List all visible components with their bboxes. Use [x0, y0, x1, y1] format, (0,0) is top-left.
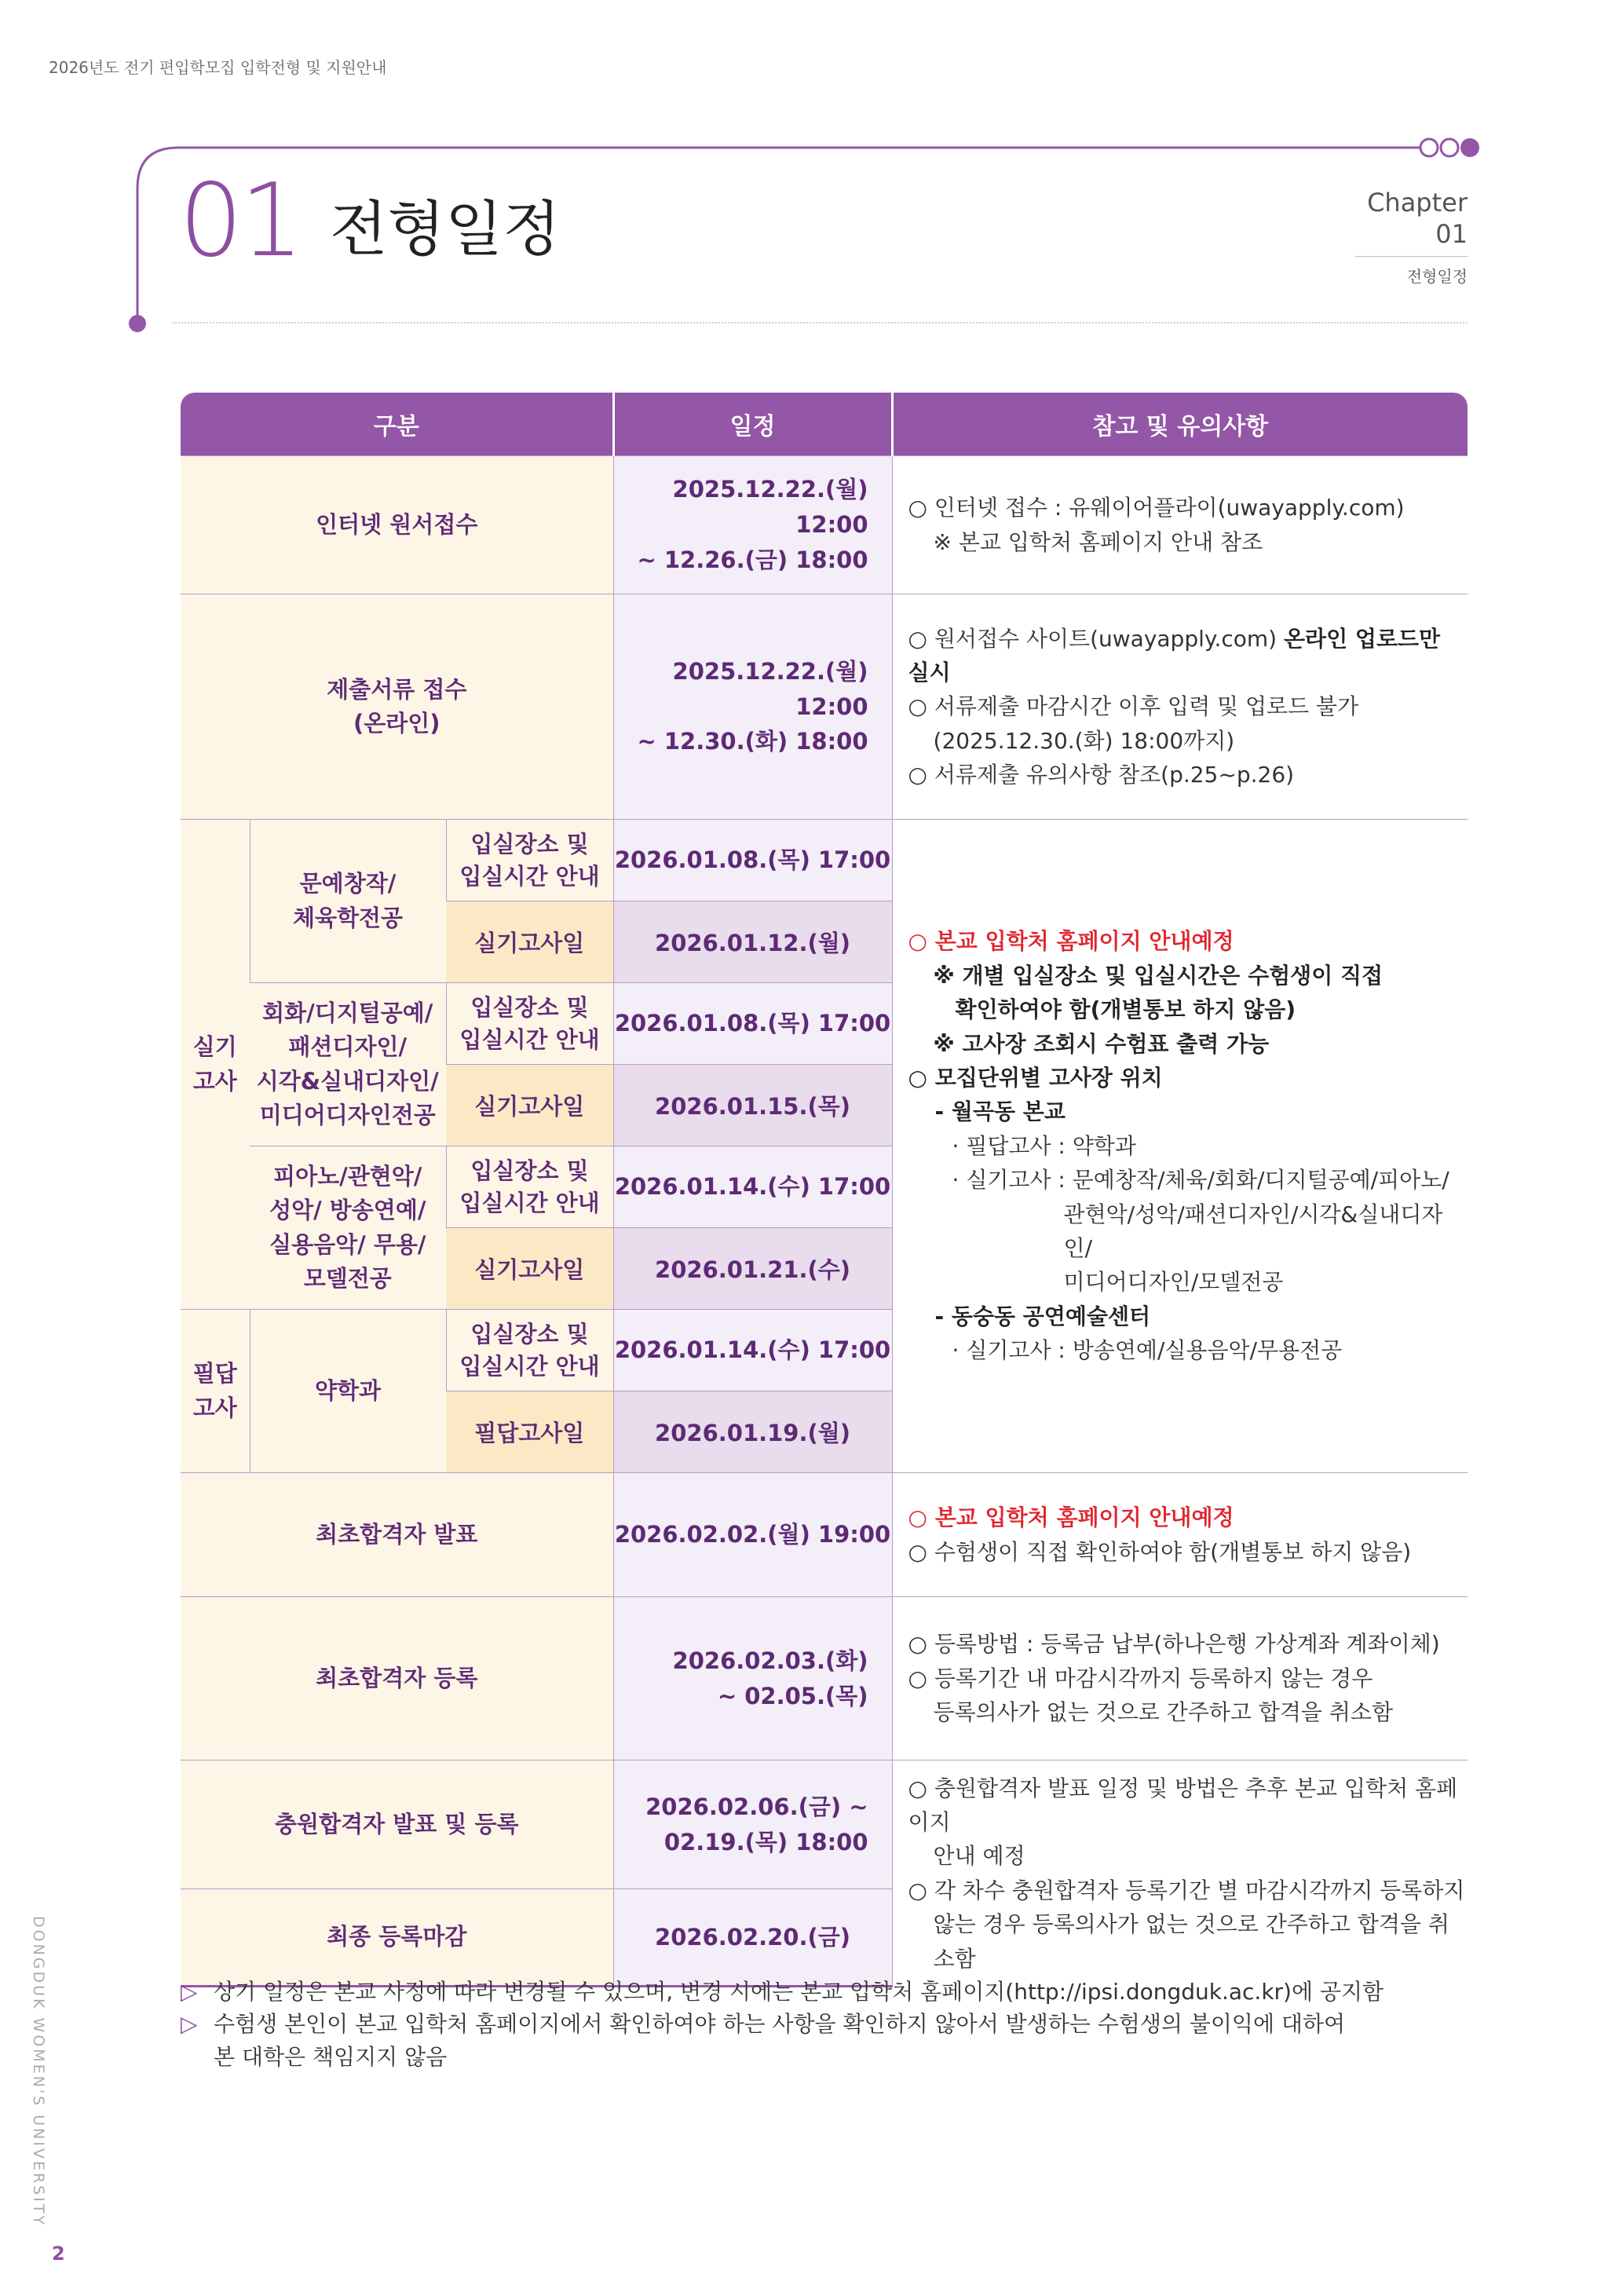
row-label-deadline: 최종 등록마감: [181, 1889, 613, 1987]
table-row-internet: [181, 456, 1468, 594]
date-final-announce: 2026.02.02.(월) 19:00: [613, 1473, 892, 1597]
row-label-final-announce: 최초합격자 발표: [181, 1473, 613, 1597]
date-additional: 2026.02.06.(금) ~ 02.19.(목) 18:00: [613, 1760, 892, 1889]
group-name-pharmacy: 약학과: [250, 1310, 446, 1473]
chapter-sub-label: 전형일정: [1406, 267, 1468, 286]
step-room-guide: 입실장소 및 입실시간 안내: [446, 1310, 613, 1391]
table-row-additional: [181, 1760, 1468, 1889]
chapter-number: 01: [179, 163, 301, 280]
note-final-announce: ○ 본교 입학처 홈페이지 안내예정 ○ 수험생이 직접 확인하여야 함(개별통보 하지 않음): [892, 1473, 1468, 1597]
date-documents: 2025.12.22.(월) 12:00 ~ 12.30.(화) 18:00: [613, 594, 892, 820]
table-row-final-announce: [181, 1473, 1468, 1597]
note-additional: ○ 충원합격자 발표 일정 및 방법은 추후 본교 입학처 홈페이지 안내 예정 ○ 각 차수 충원합격자 등록기간 별 마감시각까지 등록하지 않는 경우 등록의사가 없는 것으로 간주하고 합격을 취소함: [892, 1760, 1468, 1987]
row-label-final-register: 최초합격자 등록: [181, 1597, 613, 1760]
step-exam-day: 실기고사일: [446, 1065, 613, 1146]
dotted-rule: [173, 322, 1468, 324]
date-practical-2b: 2026.01.15.(목): [613, 1065, 892, 1146]
row-label-internet: 인터넷 원서접수: [181, 456, 613, 594]
date-practical-1b: 2026.01.12.(월): [613, 901, 892, 983]
group-name-3: 피아노/관현악/ 성악/ 방송연예/ 실용음악/ 무용/ 모델전공: [250, 1146, 446, 1310]
date-written-b: 2026.01.19.(월): [613, 1391, 892, 1473]
triangle-bullet-icon: ▷: [181, 2011, 198, 2038]
date-practical-3a: 2026.01.14.(수) 17:00: [613, 1146, 892, 1228]
step-room-guide: 입실장소 및 입실시간 안내: [446, 1146, 613, 1228]
row-label-additional: 충원합격자 발표 및 등록: [181, 1760, 613, 1889]
table-row-practical-1a: [181, 820, 1468, 901]
chapter-label-word: Chapter: [1367, 188, 1468, 218]
note-internet: ○ 인터넷 접수 : 유웨이어플라이(uwayapply.com) ※ 본교 입학처 홈페이지 안내 참조: [892, 456, 1468, 594]
header-notes: 참고 및 유의사항: [892, 393, 1468, 456]
step-room-guide: 입실장소 및 입실시간 안내: [446, 983, 613, 1065]
date-practical-1a: 2026.01.08.(목) 17:00: [613, 820, 892, 901]
step-room-guide: 입실장소 및 입실시간 안내: [446, 820, 613, 901]
table-row-final-register: [181, 1597, 1468, 1760]
date-final-register: 2026.02.03.(화) ~ 02.05.(목): [613, 1597, 892, 1760]
schedule-table: [181, 393, 1468, 1987]
date-internet: 2025.12.22.(월) 12:00 ~ 12.26.(금) 18:00: [613, 456, 892, 594]
category-practical: 실기 고사: [181, 820, 250, 1310]
footer-notes: ▷ 상기 일정은 본교 사정에 따라 변경될 수 있으며, 변경 시에는 본교 입학처 홈페이지(http://ipsi.dongduk.ac.kr)에 공지함 ▷ 수험생 본인이 본교 입학처 홈페이지에서 확인하여야 하는 사항을 확인하지 않아서 발생하는 수험생의 불이익에 대하여 본 대학은 책임지지 않음: [181, 1976, 1384, 2073]
side-university-name: DONGDUK WOMEN'S UNIVERSITY: [30, 1916, 47, 2228]
date-deadline: 2026.02.20.(금): [613, 1889, 892, 1987]
note-final-register: ○ 등록방법 : 등록금 납부(하나은행 가상계좌 계좌이체) ○ 등록기간 내 마감시각까지 등록하지 않는 경우 등록의사가 없는 것으로 간주하고 합격을 취소함: [892, 1597, 1468, 1760]
chapter-title: 전형일정: [330, 194, 561, 264]
chapter-label-number: 01: [1435, 219, 1468, 249]
note-documents: ○ 원서접수 사이트(uwayapply.com) 온라인 업로드만 실시 ○ 서류제출 마감시간 이후 입력 및 업로드 불가 (2025.12.30.(화) 18:00까지) ○ 서류제출 유의사항 참조(p.25~p.26): [892, 594, 1468, 820]
step-exam-day: 실기고사일: [446, 1228, 613, 1310]
page-number: 2: [52, 2243, 65, 2265]
running-header: 2026년도 전기 편입학모집 입학전형 및 지원안내: [49, 58, 387, 77]
category-written: 필답 고사: [181, 1310, 250, 1473]
group-name-1: 문예창작/ 체육학전공: [250, 820, 446, 983]
group-name-2: 회화/디지털공예/ 패션디자인/ 시각&실내디자인/ 미디어디자인전공: [250, 983, 446, 1146]
chapter-label: [1367, 187, 1468, 250]
triangle-bullet-icon: ▷: [181, 1979, 198, 2005]
date-written-a: 2026.01.14.(수) 17:00: [613, 1310, 892, 1391]
step-written-day: 필답고사일: [446, 1391, 613, 1473]
header-schedule: 일정: [613, 393, 892, 456]
chapter-divider: [1355, 256, 1468, 257]
table-header-row: [181, 393, 1468, 456]
table-row-documents: [181, 594, 1468, 820]
header-category: 구분: [181, 393, 613, 456]
row-label-documents: 제출서류 접수 (온라인): [181, 594, 613, 820]
note-exams: ○ 본교 입학처 홈페이지 안내예정 ※ 개별 입실장소 및 입실시간은 수험생이 직접 확인하여야 함(개별통보 하지 않음) ※ 고사장 조회시 수험표 출력 가능 ○ 모집단위별 고사장 위치 - 월곡동 본교 · 필답고사 : 약학과 · 실기고사 : 문예창작/체육/회화/디지털공예/피아노/ 관현악/성악/패션디자인/시각&실내디자인/ 미디어디자인/모델전공 - 동숭동 공연예술센터 · 실기고사 : 방송연예/실용음악/무용전공: [892, 820, 1468, 1473]
step-exam-day: 실기고사일: [446, 901, 613, 983]
date-practical-2a: 2026.01.08.(목) 17:00: [613, 983, 892, 1065]
date-practical-3b: 2026.01.21.(수): [613, 1228, 892, 1310]
